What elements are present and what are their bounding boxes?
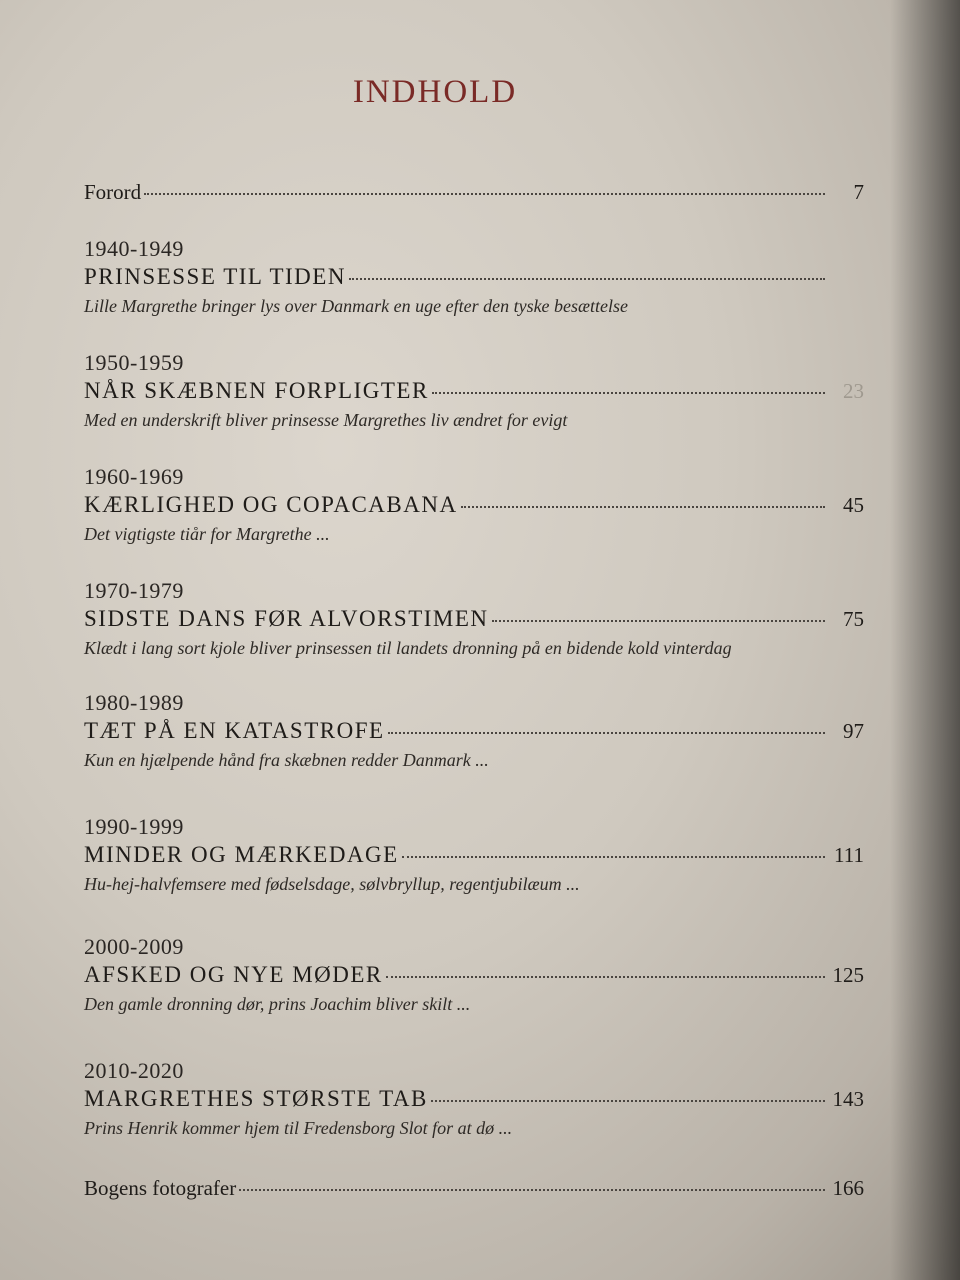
chapter-title: AFSKED OG NYE MØDER [84, 962, 383, 987]
chapter-years: 2000-2009 [84, 934, 184, 959]
chapter-title: MARGRETHES STØRSTE TAB [84, 1086, 428, 1111]
chapter-years: 1940-1949 [84, 236, 184, 261]
toc-chapter [84, 690, 864, 771]
chapter-subtitle: Lille Margrethe bringer lys over Danmark en uge efter den tyske besættelse [84, 296, 629, 316]
toc-page-number: 125 [832, 963, 864, 987]
dot-leader [388, 732, 825, 734]
chapter-subtitle: Med en underskrift bliver prinsesse Margrethes liv ændret for evigt [84, 410, 568, 430]
toc-page-number: 23 [843, 379, 864, 403]
toc-chapter [84, 464, 864, 545]
chapter-title: PRINSESSE TIL TIDEN [84, 264, 346, 289]
chapter-years: 2010-2020 [84, 1058, 184, 1083]
dot-leader [431, 1100, 825, 1102]
chapter-years: 1960-1969 [84, 464, 184, 489]
chapter-years: 1990-1999 [84, 814, 184, 839]
toc-page-number: 97 [843, 719, 864, 743]
chapter-subtitle: Den gamle dronning dør, prins Joachim bliver skilt ... [84, 994, 471, 1014]
toc-entry-photographers [84, 1176, 864, 1201]
toc-chapter [84, 934, 864, 1015]
dot-leader [144, 193, 825, 195]
toc-page-number: 166 [832, 1176, 864, 1200]
chapter-title: SIDSTE DANS FØR ALVORSTIMEN [84, 606, 489, 631]
chapter-years: 1950-1959 [84, 350, 184, 375]
toc-page-number: 111 [834, 843, 864, 867]
dot-leader [432, 392, 825, 394]
dot-leader [402, 856, 825, 858]
toc-chapter [84, 236, 864, 317]
toc-label: Forord [84, 180, 142, 204]
toc-chapter [84, 350, 864, 431]
dot-leader [349, 278, 825, 280]
chapter-subtitle: Klædt i lang sort kjole bliver prinsessen til landets dronning på en bidende kold vinterdag [84, 638, 732, 658]
chapter-subtitle: Prins Henrik kommer hjem til Fredensborg Slot for at dø ... [84, 1118, 513, 1138]
chapter-subtitle: Det vigtigste tiår for Margrethe ... [84, 524, 330, 544]
toc-page-number: 75 [843, 607, 864, 631]
chapter-years: 1970-1979 [84, 578, 184, 603]
chapter-title: MINDER OG MÆRKEDAGE [84, 842, 399, 867]
chapter-subtitle: Kun en hjælpende hånd fra skæbnen redder Danmark ... [84, 750, 489, 770]
toc-page-number: 45 [843, 493, 864, 517]
chapter-title: TÆT PÅ EN KATASTROFE [84, 718, 385, 743]
toc-chapter [84, 814, 864, 895]
toc-chapter [84, 578, 864, 659]
dot-leader [492, 620, 825, 622]
toc-page-number: 7 [853, 180, 864, 204]
page-title: INDHOLD [352, 74, 518, 110]
chapter-subtitle: Hu-hej-halvfemsere med fødselsdage, sølvbryllup, regentjubilæum ... [84, 874, 580, 894]
toc-entry-preface [84, 180, 864, 205]
dot-leader [386, 976, 825, 978]
dot-leader [461, 506, 825, 508]
chapter-title: NÅR SKÆBNEN FORPLIGTER [84, 378, 429, 403]
toc-page-number: 143 [832, 1087, 864, 1111]
chapter-title: KÆRLIGHED OG COPACABANA [84, 492, 458, 517]
dot-leader [239, 1189, 825, 1191]
toc-label: Bogens fotografer [84, 1176, 237, 1200]
toc-chapter [84, 1058, 864, 1139]
chapter-years: 1980-1989 [84, 690, 184, 715]
